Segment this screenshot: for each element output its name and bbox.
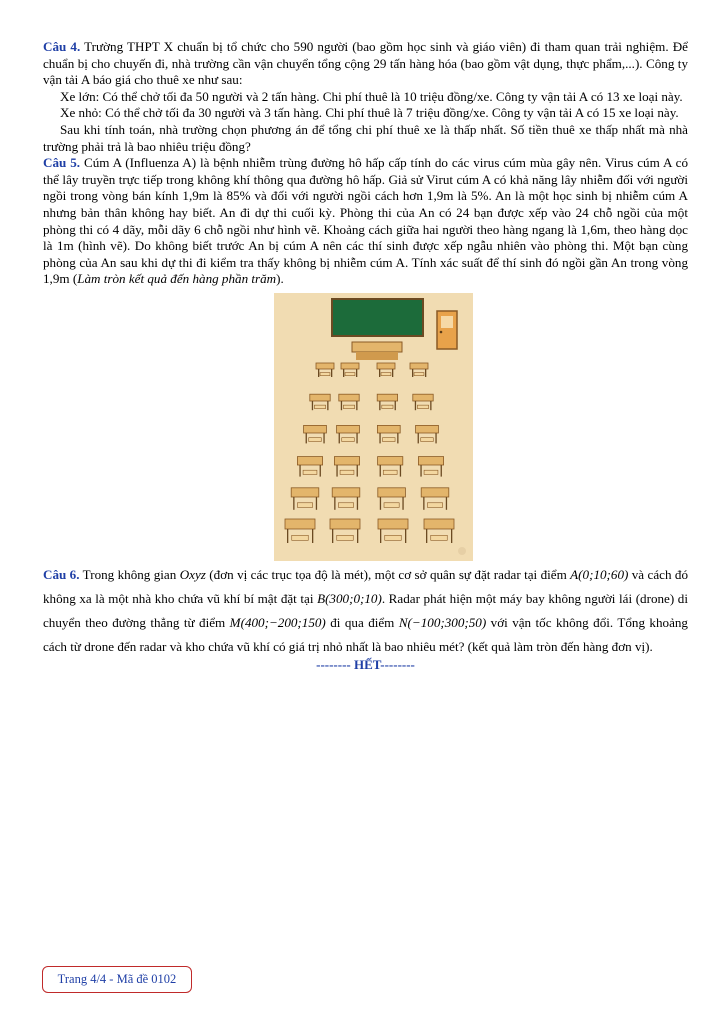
desk-top [424,519,454,529]
desk-leg [320,465,321,477]
question-4-text: Trường THPT X chuẩn bị tổ chức cho 590 người (bao gồm học sinh và giáo viên) đi tham quan trải nghiệm. Để chuẩn bị cho chuyến đi, nhà trường cần vận chuyển tổng cộng 29 tấn hàng hóa (bao gồm vật dụng, thực phẩm,...). Công ty vận tải A báo giá cho thuê xe như sau: [43,39,688,88]
desk-leg [316,497,317,510]
point-m: M(400;−200;150) [229,614,326,630]
desk-leg [402,497,403,510]
chair-seat [414,373,424,376]
question-5-text: Cúm A (Influenza A) là bệnh nhiễm trùng đường hô hấp cấp tính do các virus cúm mùa gây nên. Virus cúm A có thể lây truyền trực tiếp trong không khí thông qua đường hô hấp. Giả sử Virut cúm A có khả năng lây nhiễm đối với người ngồi trong vòng bán kính 1,9m là 85% và đối với người ngồi cách hơn 1,9m là 5%. An là một học sinh bị nhiễm cúm A nhưng bản thân không hay biết. An đi dự thi cuối kỳ. Phòng thi của An có 24 bạn được xếp vào 24 chỗ ngồi của một phòng thi có 4 dãy, mỗi dãy 6 chỗ ngồi như hình vẽ. Khoảng cách giữa hai người theo hàng ngang là 1,6m, theo hàng dọc là 1m (hình vẽ). Do không biết trước An bị cúm A nên các thí sinh được xếp ngẫu nhiên vào phòng thi. Một bạn cùng phòng của An sau khi dự thi đi kiểm tra thấy không bị nhiễm cúm A. Tính xác suất để thí sinh đó ngồi gần An trong vòng 1,9m ( [43,155,688,287]
point-b: B(300;0;10) [317,590,382,606]
chair-seat [381,373,391,376]
desk-leg [341,401,342,410]
question-4-small-truck: Xe nhỏ: Có thể chở tối đa 30 người và 3 tấn hàng. Chi phí thuê là 7 triệu đồng/xe. Công ty vận tải A có 15 xe loại này. [60,105,679,121]
teacher-desk [352,342,402,352]
chair-seat [338,503,353,508]
coordinate-space: Oxyz [179,566,206,582]
chair-seat [292,535,309,540]
chair-seat [424,470,438,474]
desk-top [378,488,406,497]
desk-top [413,394,433,401]
desk-top [410,363,428,369]
desk-leg [412,369,413,377]
chair-seat [427,503,442,508]
end-marker: -------- HẾT-------- [316,656,415,672]
desk-leg [293,497,294,510]
exam-page [43,39,688,673]
question-6-text-5: đi qua điểm [325,614,399,630]
desk-top [341,363,359,369]
desk-top [297,457,322,465]
desk-leg [323,433,324,443]
desk-leg [451,529,452,543]
desk-leg [441,465,442,477]
desk-top [416,425,439,433]
watermark-icon [458,547,466,555]
desk-leg [415,401,416,410]
desk-top [334,457,359,465]
question-5-label: Câu 5. [43,155,81,171]
question-4-intro [43,39,688,89]
question-5 [43,155,688,288]
desk-top [378,457,403,465]
desk-leg [400,465,401,477]
classroom-figure [274,293,473,561]
desk-leg [430,401,431,410]
question-4-large-truck: Xe lớn: Có thể chở tối đa 50 người và 2 tấn hàng. Chi phí thuê là 10 triệu đồng/xe. Công ty vận tải A có 13 xe loại này. [60,88,683,104]
desk-leg [339,433,340,443]
chair-seat [340,470,354,474]
desk-leg [334,497,335,510]
chair-seat [303,470,317,474]
chair-seat [382,405,393,408]
desk-leg [287,529,288,543]
chair-seat [345,373,355,376]
point-n: N(−100;300;50) [398,614,487,630]
question-4-question: Sau khi tính toán, nhà trường chọn phương án để tổng chi phí thuê xe là thấp nhất. Số tiền thuê xe thấp nhất mà nhà trường phải trả là bao nhiêu triệu đồng? [43,121,688,154]
desk-leg [336,465,337,477]
desk-leg [331,369,332,377]
chair-seat [343,405,354,408]
chair-seat [342,438,355,442]
chair-seat [417,405,428,408]
desk-leg [312,401,313,410]
chair-seat [297,503,312,508]
desk-leg [379,401,380,410]
question-6-text-4: . Radar phát hiện một máy bay không người lái (drone) di chuyển theo đường thẳng từ điểm [43,590,688,630]
desk-leg [423,497,424,510]
desk-leg [426,529,427,543]
desk-leg [357,529,358,543]
chair-seat [421,438,434,442]
page-footer: Trang 4/4 - Mã đề 0102 [42,966,192,993]
question-5-tail: ). [276,271,284,287]
desk-leg [379,433,380,443]
chair-seat [384,503,399,508]
question-6-text-6: với vận tốc không đổi. Tổng khoảng cách từ drone đến radar và kho chứa vũ khí có giá trị nhỏ nhất là bao nhiêu mét? (kết quả làm tròn đến hàng đơn vị). [43,614,688,654]
question-6-label: Câu 6. [43,566,80,582]
desk-leg [420,465,421,477]
chair-seat [383,470,397,474]
chair-seat [320,373,330,376]
question-6-paragraph [43,563,688,659]
teacher-desk-front [356,352,398,360]
classroom-illustration [274,293,473,561]
desk-leg [356,433,357,443]
desk-top [377,363,395,369]
desk-leg [356,401,357,410]
desk-top [418,457,443,465]
desk-top [337,425,360,433]
desk-leg [332,529,333,543]
question-5-rounding-note: Làm tròn kết quả đến hàng phần trăm [77,271,277,287]
desk-top [330,519,360,529]
chair-seat [385,535,402,540]
desk-leg [380,497,381,510]
desk-leg [379,369,380,377]
desk-leg [312,529,313,543]
desk-top [377,425,400,433]
desk-top [421,488,449,497]
chair-seat [314,405,325,408]
blackboard [332,299,423,336]
point-a: A(0;10;60) [570,566,629,582]
question-6-text-3: và cách đó không xa là một nhà kho chứa vũ khí bí mật đặt tại [43,566,688,606]
desk-leg [418,433,419,443]
desk-top [339,394,359,401]
desk-leg [405,529,406,543]
question-6-text-2: (đơn vị các trục tọa độ là mét), một cơ sở quân sự đặt radar tại điểm [205,566,571,582]
desk-leg [425,369,426,377]
desk-top [377,394,397,401]
desk-top [332,488,360,497]
desk-top [316,363,334,369]
question-6-text-1: Trong không gian [79,566,180,582]
desk-top [378,519,408,529]
desk-leg [357,465,358,477]
desk-top [291,488,319,497]
desk-top [304,425,327,433]
chair-seat [337,535,354,540]
desk-leg [306,433,307,443]
desk-leg [356,369,357,377]
desk-leg [392,369,393,377]
desk-top [285,519,315,529]
question-6 [43,563,688,659]
desk-leg [435,433,436,443]
desk-leg [380,529,381,543]
desk-leg [299,465,300,477]
desk-leg [357,497,358,510]
desk-leg [380,465,381,477]
desk-leg [343,369,344,377]
chair-seat [431,535,448,540]
desk-leg [318,369,319,377]
desk-leg [397,433,398,443]
door-window [441,316,453,328]
desk-leg [395,401,396,410]
chair-seat [309,438,322,442]
door-knob [440,331,443,334]
chair-seat [383,438,396,442]
desk-leg [446,497,447,510]
question-4-label: Câu 4. [43,39,81,54]
desk-leg [327,401,328,410]
desk-top [310,394,330,401]
